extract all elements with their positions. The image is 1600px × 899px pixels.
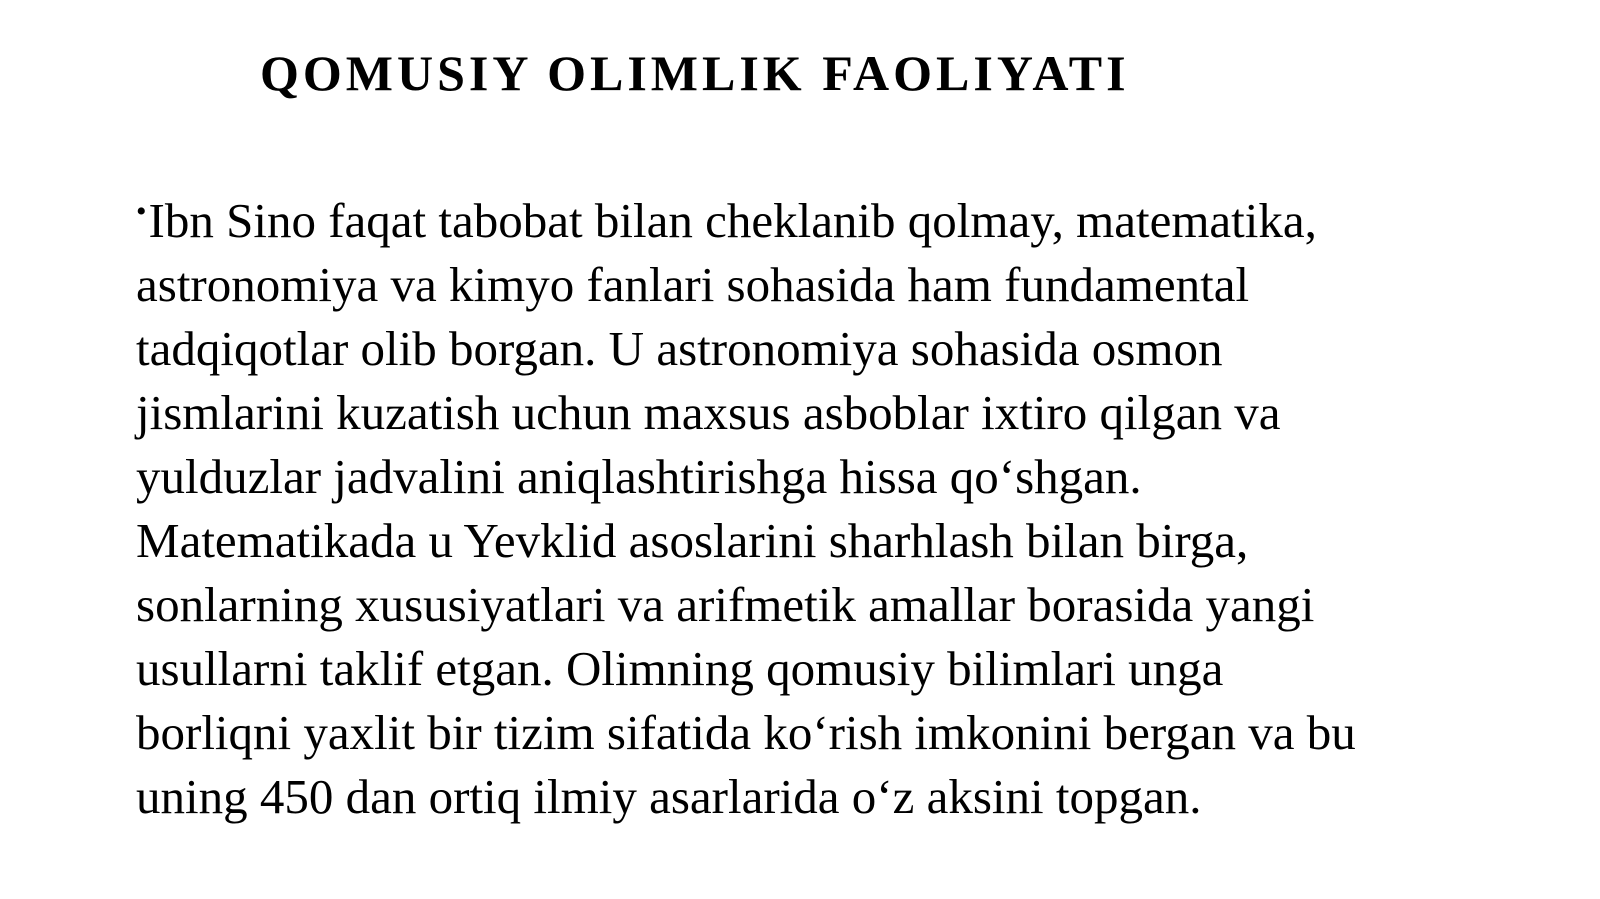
slide-title: QOMUSIY OLIMLIK FAOLIYATI bbox=[260, 45, 1130, 101]
paragraph-line-7: sonlarning xususiyatlari va arifmetik amallar borasida yangi bbox=[136, 577, 1315, 632]
paragraph-line-1 bbox=[136, 180, 1476, 253]
paragraph-line-5: yulduzlar jadvalini aniqlashtirishga hissa qo‘shgan. bbox=[136, 449, 1142, 504]
paragraph-line-3: tadqiqotlar olib borgan. U astronomiya sohasida osmon bbox=[136, 321, 1223, 376]
paragraph-line-2: astronomiya va kimyo fanlari sohasida ham fundamental bbox=[136, 257, 1250, 312]
bullet-paragraph bbox=[136, 180, 1516, 829]
paragraph-line-4: jismlarini kuzatish uchun maxsus asboblar ixtiro qilgan va bbox=[136, 385, 1281, 440]
bullet-icon: • bbox=[136, 195, 147, 228]
paragraph-line-10: uning 450 dan ortiq ilmiy asarlarida o‘z aksini topgan. bbox=[136, 769, 1202, 824]
paragraph-line-9: borliqni yaxlit bir tizim sifatida ko‘rish imkonini bergan va bu bbox=[136, 705, 1356, 760]
paragraph-line-1-text: Ibn Sino faqat tabobat bilan cheklanib qolmay, matematika, bbox=[148, 193, 1317, 248]
paragraph-line-8: usullarni taklif etgan. Olimning qomusiy bilimlari unga bbox=[136, 641, 1224, 696]
paragraph-line-6: Matematikada u Yevklid asoslarini sharhlash bilan birga, bbox=[136, 513, 1249, 568]
